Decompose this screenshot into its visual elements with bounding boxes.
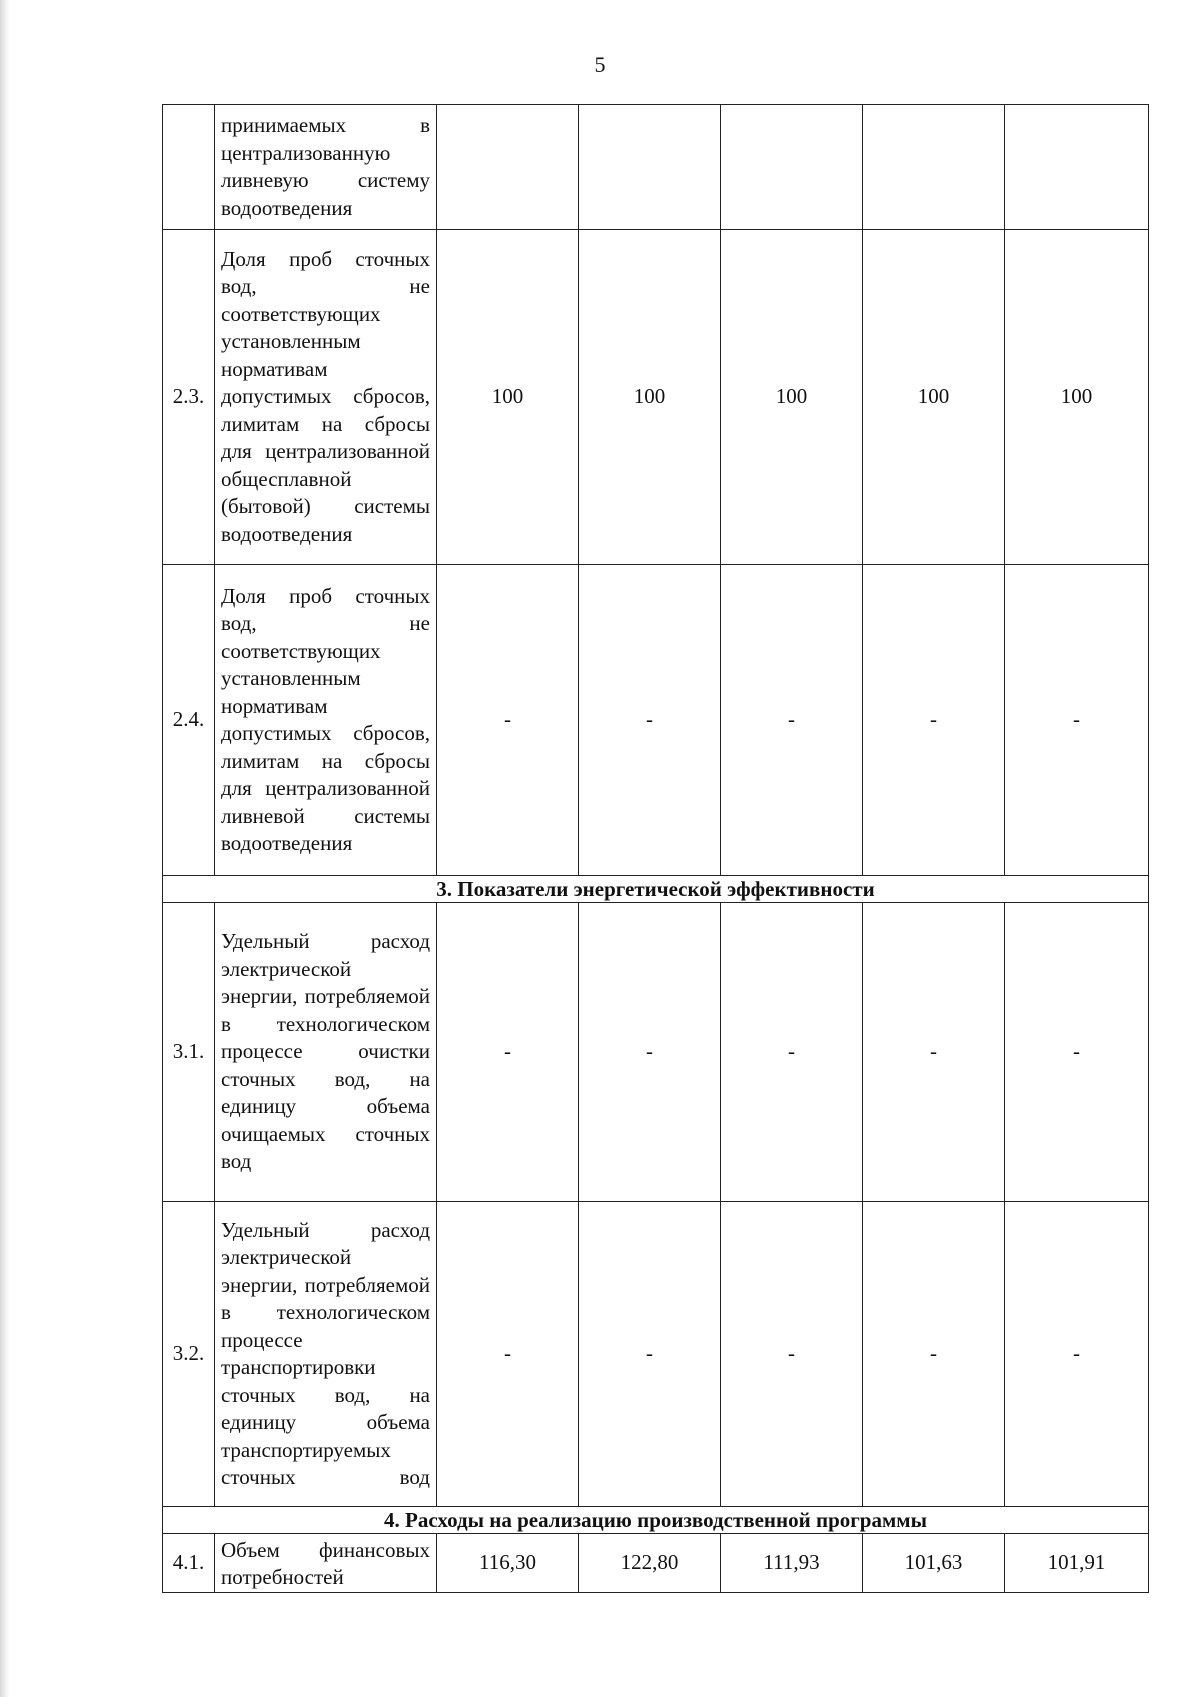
- row-value: -: [437, 903, 579, 1202]
- section-header-row: [163, 876, 1149, 903]
- scan-edge-shadow: [0, 0, 10, 1697]
- row-value: [1005, 105, 1149, 230]
- row-description: Объем финансовых потребностей: [215, 1534, 437, 1593]
- table-row: [163, 903, 1149, 1202]
- row-value: 100: [437, 230, 579, 565]
- row-description: Доля проб сточных вод, не соответствующих установленным нормативам допустимых сбросов, лимитам на сбросы для централизованной общесплавной (бытовой) системы водоотведения: [215, 230, 437, 565]
- indicators-table: [162, 104, 1149, 1593]
- row-description: Удельный расход электрической энергии, потребляемой в технологическом процессе очистки сточных вод, на единицу объема очищаемых сточных вод: [215, 903, 437, 1202]
- row-value: 100: [579, 230, 721, 565]
- section-title: 3. Показатели энергетической эффективности: [163, 876, 1149, 903]
- row-value: -: [579, 903, 721, 1202]
- table-row: [163, 230, 1149, 565]
- row-value: -: [863, 903, 1005, 1202]
- row-description: Доля проб сточных вод, не соответствующих установленным нормативам допустимых сбросов, лимитам на сбросы для централизованной ливневой системы водоотведения: [215, 565, 437, 876]
- row-value: 111,93: [721, 1534, 863, 1593]
- row-value: 101,91: [1005, 1534, 1149, 1593]
- section-title: 4. Расходы на реализацию производственной программы: [163, 1507, 1149, 1534]
- row-value: [721, 105, 863, 230]
- row-value: -: [1005, 903, 1149, 1202]
- row-number: 4.1.: [163, 1534, 215, 1593]
- row-value: -: [863, 1202, 1005, 1507]
- row-value: -: [437, 1202, 579, 1507]
- row-value: [863, 105, 1005, 230]
- row-number: 2.3.: [163, 230, 215, 565]
- row-value: [579, 105, 721, 230]
- section-header-row: [163, 1507, 1149, 1534]
- row-value: 100: [721, 230, 863, 565]
- row-description: принимаемых в централизованную ливневую систему водоотведения: [215, 105, 437, 230]
- row-number: [163, 105, 215, 230]
- row-number: 3.2.: [163, 1202, 215, 1507]
- table-row: [163, 565, 1149, 876]
- row-value: -: [1005, 1202, 1149, 1507]
- row-number: 3.1.: [163, 903, 215, 1202]
- row-value: 101,63: [863, 1534, 1005, 1593]
- row-value: -: [721, 903, 863, 1202]
- row-value: 122,80: [579, 1534, 721, 1593]
- row-value: -: [863, 565, 1005, 876]
- row-value: -: [1005, 565, 1149, 876]
- row-value: -: [721, 1202, 863, 1507]
- row-value: -: [579, 565, 721, 876]
- row-value: -: [721, 565, 863, 876]
- row-value: 116,30: [437, 1534, 579, 1593]
- table-row: [163, 1202, 1149, 1507]
- row-value: 100: [1005, 230, 1149, 565]
- page-number: 5: [594, 52, 606, 77]
- row-value: -: [579, 1202, 721, 1507]
- table-row: [163, 105, 1149, 230]
- row-number: 2.4.: [163, 565, 215, 876]
- row-value: [437, 105, 579, 230]
- row-value: 100: [863, 230, 1005, 565]
- row-value: -: [437, 565, 579, 876]
- table-row: [163, 1534, 1149, 1593]
- row-description: Удельный расход электрической энергии, потребляемой в технологическом процессе транспортировки сточных вод, на единицу объема транспортируемых сточных вод: [215, 1202, 437, 1507]
